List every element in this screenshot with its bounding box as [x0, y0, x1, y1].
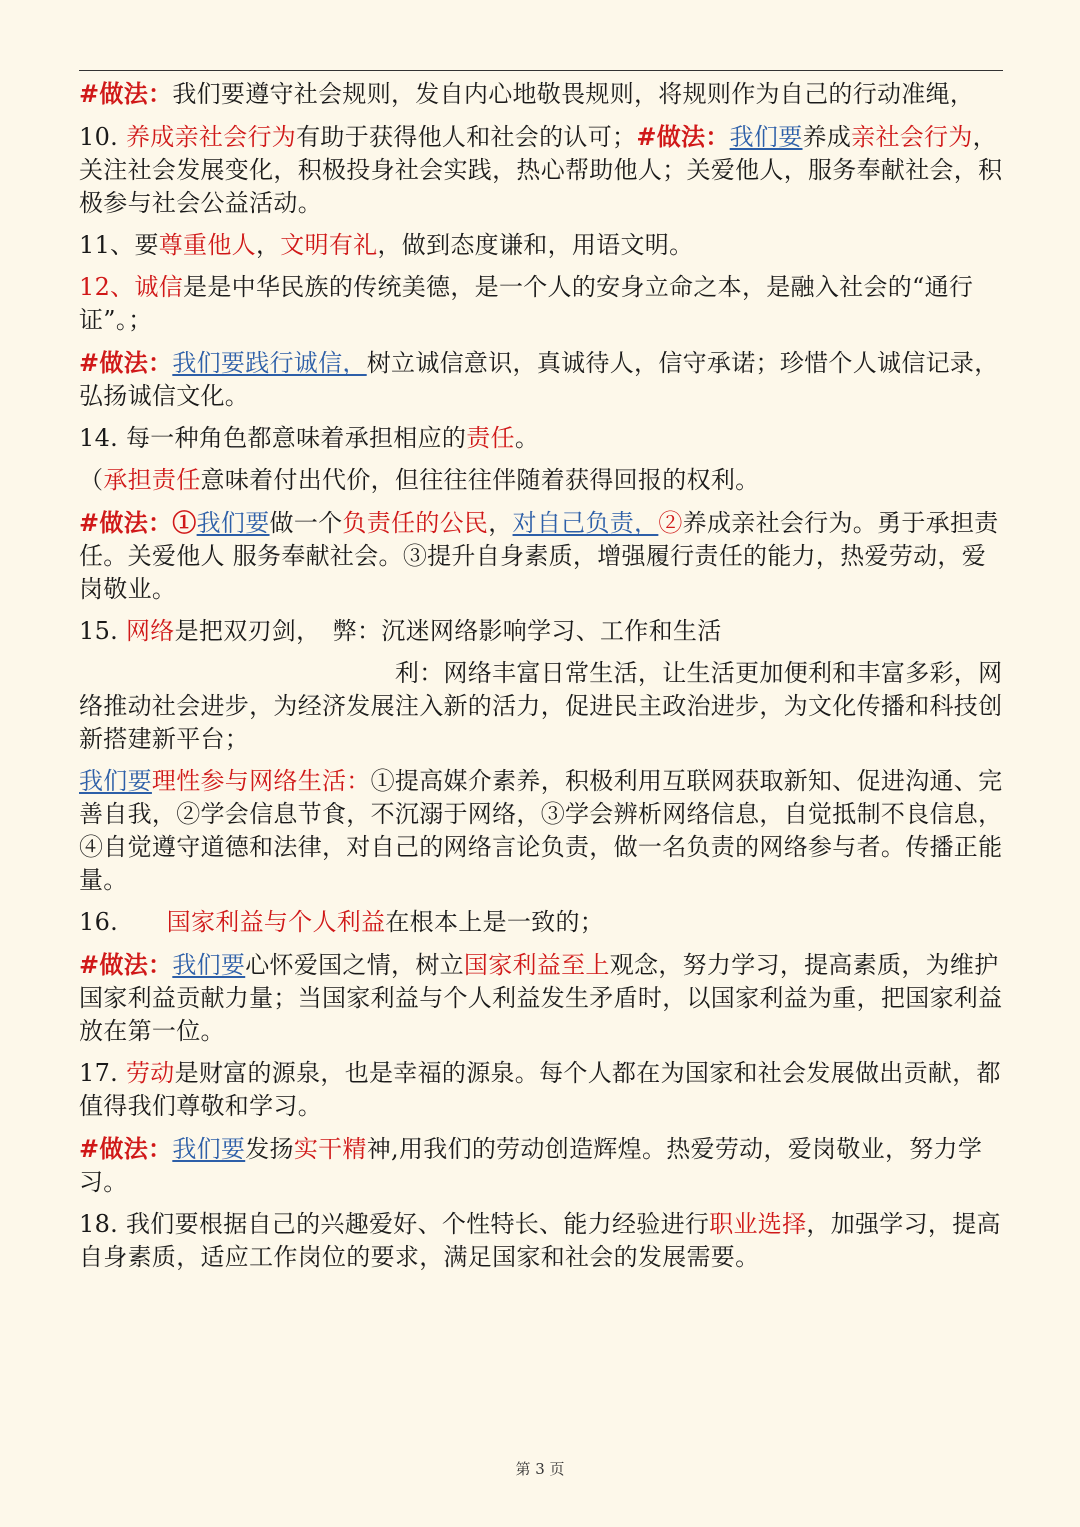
body-text: 发扬 — [245, 1135, 294, 1163]
key-term: 负责任的公民 — [342, 509, 489, 537]
paragraph — [79, 657, 1003, 756]
emphasis-link-text: 我们要 — [172, 1135, 246, 1163]
body-text: ，加强学习，提高自身素质，适应工作岗位的要求，满足国家和社会的发展需要。 — [79, 1210, 1001, 1271]
key-term: 网络 — [126, 617, 175, 645]
body-text: 神,用我们的劳动创造辉煌。热爱劳动，爱岗敬业，努力学习。 — [79, 1135, 983, 1196]
key-term: ② — [658, 509, 683, 537]
body-text: （ — [79, 466, 104, 494]
paragraph — [79, 615, 1003, 648]
key-term: 承担责任 — [103, 466, 201, 494]
body-text: ， — [255, 231, 281, 259]
body-text: ①提高媒介素养，积极利用互联网获取新知、促进沟通、完善自我，②学会信息节食，不沉溺于网络，③学会辨析网络信息，自觉抵制不良信息，④自觉遵守道德和法律，对自己的网络言论负责，做一名负责的网络参与者。传播正能量。 — [79, 767, 1003, 894]
key-term: 国家利益至上 — [463, 951, 610, 979]
key-term: 12、诚信 — [79, 273, 184, 301]
key-term: 文明有礼 — [280, 231, 378, 259]
paragraph — [79, 906, 1003, 939]
emphasis-link-text: 我们要 — [172, 951, 246, 979]
paragraph — [79, 765, 1003, 897]
body-text: 15. — [79, 617, 126, 645]
body-text: 观念，努力学习，提高素质，为维护国家利益贡献力量；当国家利益与个人利益发生矛盾时，以国家利益为重，把国家利益放在第一位。 — [79, 951, 1003, 1045]
key-term: 实干精 — [293, 1135, 367, 1163]
body-text: 养成亲社会行为。勇于承担责任。关爱他人 服务奉献社会。③提升自身素质，增强履行责任的能力，热爱劳动，爱岗敬业。 — [79, 509, 999, 603]
body-text: 树立诚信意识，真诚待人，信守承诺；珍惜个人诚信记录，弘扬诚信文化。 — [79, 349, 999, 410]
key-term: 亲社会行为 — [851, 123, 973, 151]
emphasis-link-text: 对自己负责， — [512, 509, 659, 537]
body-text: 做一个 — [269, 509, 343, 537]
document-content — [79, 77, 1003, 1274]
paragraph — [79, 506, 1003, 606]
paragraph — [79, 1132, 1003, 1199]
paragraph — [79, 271, 1003, 337]
body-text: 16. — [79, 908, 167, 936]
body-text: 利：网络丰富日常生活，让生活更加便利和丰富多彩，网络推动社会进步，为经济发展注入新的活力，促进民主政治进步，为文化传播和科技创新搭建新平台； — [79, 659, 1003, 753]
key-term: 国家利益与个人利益 — [166, 908, 386, 936]
emphasis-link-text: 我们要践行诚信， — [172, 349, 367, 377]
paragraph — [79, 422, 1003, 455]
body-text: 14. 每一种角色都意味着承担相应的 — [79, 424, 467, 452]
paragraph — [79, 948, 1003, 1048]
key-term: 养成亲社会行为 — [126, 123, 297, 151]
body-text: 意味着付出代价，但往往往伴随着获得回报的权利。 — [200, 466, 760, 494]
emphasis-link-text: 我们要 — [196, 509, 270, 537]
body-text: ， — [488, 509, 513, 537]
paragraph — [79, 346, 1003, 413]
emphasis-link-text: 我们要 — [729, 123, 803, 151]
emphasis-link-text: 我们要 — [79, 767, 152, 795]
body-text: 心怀爱国之情，树立 — [245, 951, 464, 979]
body-text: 18. 我们要根据自己的兴趣爱好、个性特长、能力经验进行 — [79, 1210, 710, 1238]
method-tag: #做法：① — [79, 508, 197, 537]
key-term: 责任 — [466, 424, 515, 452]
document-page — [79, 70, 1003, 1283]
body-text: 是财富的源泉，也是幸福的源泉。每个人都在为国家和社会发展做出贡献，都值得我们尊敬和学习。 — [79, 1059, 1001, 1120]
header-rule — [79, 70, 1003, 71]
body-text: 。 — [514, 424, 540, 452]
paragraph — [79, 1208, 1003, 1274]
paragraph — [79, 77, 1003, 111]
body-text: 在根本上是一致的； — [385, 908, 605, 936]
body-text: 我们要遵守社会规则，发自内心地敬畏规则，将规则作为自己的行动准绳， — [172, 80, 975, 108]
body-text: ，关注社会发展变化，积极投身社会实践，热心帮助他人；关爱他人，服务奉献社会，积极参与社会公益活动。 — [79, 123, 1003, 217]
body-text: 是是中华民族的传统美德，是一个人的安身立命之本，是融入社会的“通行证”。； — [79, 273, 974, 334]
method-tag: #做法： — [79, 348, 173, 377]
method-tag: #做法： — [79, 950, 173, 979]
paragraph — [79, 464, 1003, 497]
page-number: 第 3 页 — [515, 1460, 565, 1478]
paragraph — [79, 120, 1003, 220]
key-term: 劳动 — [126, 1059, 175, 1087]
body-text: ，做到态度谦和，用语文明。 — [377, 231, 694, 259]
key-term: 理性参与网络生活： — [151, 767, 371, 795]
body-text: 是把双刃剑， 弊：沉迷网络影响学习、工作和生活 — [174, 617, 722, 645]
paragraph — [79, 229, 1003, 262]
body-text: 有助于获得他人和社会的认可； — [296, 123, 637, 151]
paragraph — [79, 1057, 1003, 1123]
body-text: 17. — [79, 1059, 126, 1087]
body-text: 11、要 — [79, 231, 159, 259]
method-tag: #做法： — [79, 1134, 173, 1163]
method-tag: #做法： — [79, 79, 173, 108]
key-term: 尊重他人 — [158, 231, 256, 259]
body-text: 10. — [79, 123, 126, 151]
key-term: 职业选择 — [709, 1210, 807, 1238]
body-text: 养成 — [802, 123, 852, 151]
method-tag: #做法： — [636, 122, 730, 151]
